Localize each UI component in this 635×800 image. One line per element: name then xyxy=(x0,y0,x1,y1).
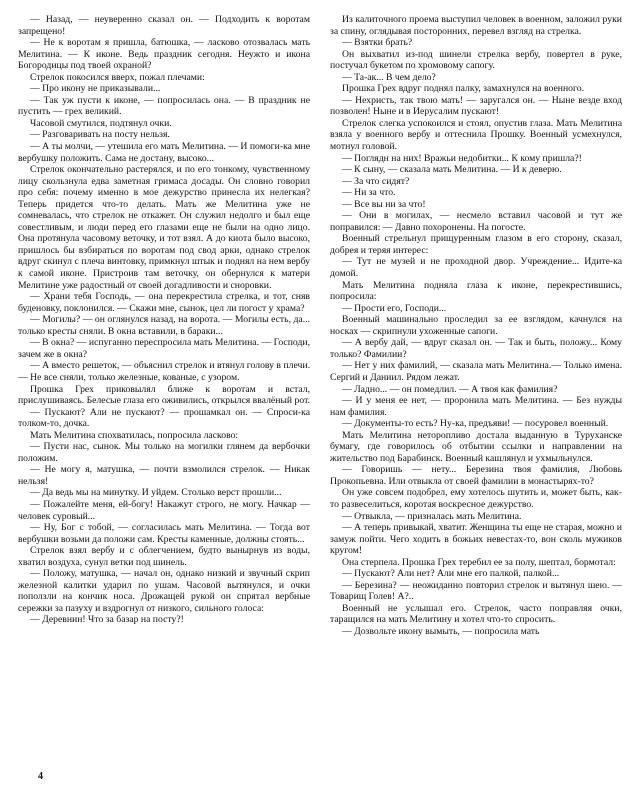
paragraph: — Березина? — неожиданно повторил стрелок и вытянул шею. — Товарищ Голев! А?.. xyxy=(330,579,622,603)
paragraph: — Положу, матушка, — начал он, однако низкий и звучный скрип железной калитки ударил по ушам. Часовой вытянулся, и очки поползли на кончик носа. Дрожащей рукой он спрятал вербные сережки за пазуху и вздрогнул от низкого, сильного голоса: xyxy=(18,568,310,614)
page-number: 4 xyxy=(38,771,43,782)
paragraph: — А ты молчи, — утешила его мать Мелитина. — И помоги-ка мне вербушку положить. Сама не достану, высоко... xyxy=(18,141,310,164)
paragraph: — Нехристь, так твою мать! — заругался он. — Ныне везде вход позволен! Ныне и в Иерусалим пускают! xyxy=(330,94,622,118)
paragraph: — А вербу дай, — вдруг сказал он. — Так и быть, положу... Кому только? Фамилии? xyxy=(330,337,622,360)
left-text-column xyxy=(18,14,310,626)
paragraph: — В окна? — испуганно переспросила мать Мелитина. — Господи, зачем же в окна? xyxy=(18,337,310,360)
paragraph: — Тут не музей и не проходной двор. Учреждение... Идите-ка домой. xyxy=(330,256,622,280)
paragraph: — А теперь привыкай, хватит. Женщина ты еще не старая, можно и замуж пойти. Чего ходить в божьих невестах-то, вон сколь мужиков кругом! xyxy=(330,522,622,557)
paragraph: — Пусти нас, сынок. Мы только на могилки глянем да вербочки положим. xyxy=(18,441,310,464)
paragraph: — Та-ак... В чем дело? xyxy=(342,71,436,83)
paragraph: — Пускают? Али нет? Али мне его палкой, палкой... xyxy=(342,568,560,580)
paragraph: Военный не услышал его. Стрелок, часто поправляя очки, таращился на мать Мелитину и хотел что-то спросить. xyxy=(330,602,622,626)
paragraph: Прошка Грех приковылял ближе к воротам и встал, прислушиваясь. Белесые глаза его оживились, открылся ввалёный рот. xyxy=(18,383,310,407)
paragraph: — Не к воротам я пришла, батюшка, — ласково отозвалась мать Мелитина. — К иконе. Ведь праздник сегодня. Неужто и икона Богородицы под твоей охраной? xyxy=(18,37,310,72)
paragraph: — Говоришь — нету... Березина твоя фамилия, Любовь Прокопьевна. Или отвыкла от своей фамилии в монастырях-то? xyxy=(330,464,622,487)
paragraph: — Все вы ни за что! xyxy=(342,198,426,210)
paragraph: Часовой смутился, подтянул очки. xyxy=(30,117,172,129)
paragraph: — Отвыкла, — призналась мать Мелитина. xyxy=(342,510,522,522)
paragraph: — Назад, — неуверенно сказал он. — Подходить к воротам запрещено! xyxy=(18,14,310,37)
paragraph: Он выхватил из-под шинели стрелка вербу, повертел в руке, постучал букетом по хромовому сапогу. xyxy=(330,48,622,72)
paragraph: — Пожалейте меня, ей-богу! Накажут строго, не могу. Начкар — человек суровый... xyxy=(18,498,310,522)
paragraph: — Пускают? Али не пускают? — прошамкал он. — Спроси-ка толком-то, дочка. xyxy=(18,406,310,430)
paragraph: Стрелок покосился вверх, пожал плечами: xyxy=(30,71,205,83)
paragraph: — Разговаривать на посту нельзя. xyxy=(30,129,170,141)
paragraph: Она стерпела. Прошка Грех теребил ее за полу, шептал, бормотал: xyxy=(342,556,616,568)
paragraph: — А вместо решеток, — объяснил стрелок и втянул голову в плечи. — Не все сняли, только железные, кованые, с узором. xyxy=(18,360,310,383)
paragraph: Прошка Грех вдруг поднял палку, замахнулся на военного. xyxy=(342,83,585,95)
paragraph: Военный машинально проследил за ее взглядом, качнулся на носках — скрипнули ухоженные сапоги. xyxy=(330,314,622,337)
paragraph: Из калиточного проема выступил человек в военном, заложил руки за спину, оглядывая посторонних, перевел взгляд на стрелка. xyxy=(330,14,622,37)
paragraph: — Взятки брать? xyxy=(342,37,413,49)
paragraph: Мать Мелитина подняла глаза к иконе, перекрестившись, попросила: xyxy=(330,279,622,303)
paragraph: — Храни тебя Господь, — она перекрестила стрелка, и тот, сняв буденовку, поклонился. — Скажи мне, сынок, цел ли погост у храма? xyxy=(18,291,310,314)
paragraph: — За что сидят? xyxy=(342,175,410,187)
paragraph: Мать Мелитина неторопливо достала выданную в Туруханске бумагу, где говорилось об отбытии ссылки и направлении на жительство под Барабинск. Военный кашлянул и ухмыльнулся. xyxy=(330,429,622,464)
paragraph: — Поглядн на них! Вражьи недобитки... К кому пришла?! xyxy=(342,152,582,164)
paragraph: Стрелок окончательно растерялся, и по его тонкому, чувственному лицу скользнула едва заметная гримаса досады. Он словно говорил про себя: почему именно в мое дежурство принесла их нелегкая? Теперь придется что-то делать. Мать же Мелитина уже не сомневалась, что стрелок не откажет. Он служил недолго и был еще совестливым, и люди перед его глазами еще не были на одно лицо. Она протянула часовому веточку, и тот взял. А до киота было высоко, пришлось бы взбираться по воротам под свод арки, однако стрелок вдруг скинул с плеча винтовку, примкнул штык и поднял на нем вербу к самой иконе. Пристроив там веточку, он обернулся к матери Мелитине уже радостный от своей догадливости и сноровки. xyxy=(18,164,310,291)
paragraph: Военный стрельнул прищуренным глазом в его сторону, сказал, добрея и теряя интерес: xyxy=(330,233,622,256)
paragraph: Мать Мелитина спохватилась, попросила ласково: xyxy=(30,429,239,441)
paragraph: — Не могу я, матушка, — почти взмолился стрелок. — Никак нельзя! xyxy=(18,464,310,487)
paragraph: — Деревнин! Что за базар на посту?! xyxy=(30,614,184,626)
paragraph: — Ладно... — он помедлил. — А твоя как фамилия? xyxy=(342,383,558,395)
right-text-column xyxy=(330,14,622,638)
paragraph: — Документы-то есть? Ну-ка, предъяви! — посуровел военный. xyxy=(342,418,609,430)
paragraph: — К сыну, — сказала мать Мелитина. — И к деверю. xyxy=(342,164,562,176)
paragraph: — Да ведь мы на минутку. И уйдем. Столько верст прошли... xyxy=(30,487,282,499)
paragraph: — Могилы? — он оглянулся назад, на ворота. — Могилы есть, да... только кресты сняли. В окна вставили, в бараки... xyxy=(18,314,310,337)
paragraph: — Прости его, Господи... xyxy=(342,302,447,314)
paragraph: — Ну, Бог с тобой, — согласилась мать Мелитина. — Тогда вот вербушки возьми да положи сам. Кресты каменные, должны стоять... xyxy=(18,522,310,545)
paragraph: — Ни за что. xyxy=(342,187,396,199)
paragraph: — И у меня ее нет, — проронила мать Мелитина. — Без нужды нам фамилия. xyxy=(330,395,622,418)
paragraph: Стрелок взял вербу и с облегчением, будто вынырнув из воды, хватил воздуха, сунул ветки под шинель. xyxy=(18,545,310,568)
paragraph: — Про икону не приказывали... xyxy=(30,83,161,95)
paragraph: Он уже совсем подобрел, ему хотелось шутить и, может быть, как-то развеселиться, коротая воскресное дежурство. xyxy=(330,487,622,510)
paragraph: — Нет у них фамилий, — сказала мать Мелитина.— Только имена. Сергий и Даниил. Рядом лежат. xyxy=(330,360,622,383)
paragraph: — Они в могилах, — несмело вставил часовой и тут же поправился: — Давно похоронены. На погосте. xyxy=(330,210,622,233)
paragraph: — Дозвольте икону вымыть, — попросила мать xyxy=(342,625,540,637)
paragraph: Стрелок слегка успокоился и стоял, опустив глаза. Мать Мелитина взяла у военного вербу и оттеснила Прошку. Военный усмехнулся, мотнул головой. xyxy=(330,117,622,153)
paragraph: — Так уж пусти к иконе, — попросилась она. — В праздник не пустить — грех великий. xyxy=(18,94,310,118)
